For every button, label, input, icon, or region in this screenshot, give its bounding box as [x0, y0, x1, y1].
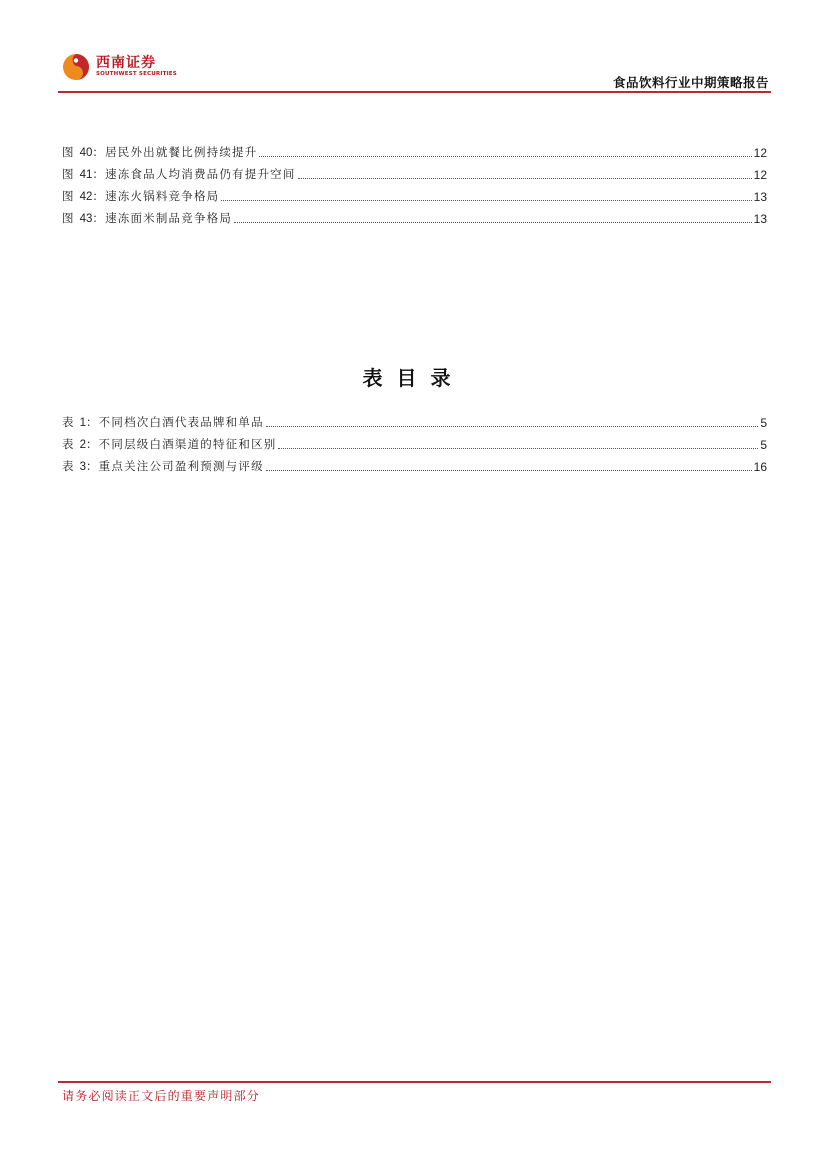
toc-entry-figure-40[interactable]	[62, 138, 767, 160]
toc-entry-label: 图 43：速冻面米制品竞争格局	[62, 211, 233, 225]
logo-english-name: SOUTHWEST SECURITIES	[96, 71, 177, 77]
tables-section-heading: 表目录	[362, 366, 465, 390]
logo-emblem-icon	[62, 53, 90, 81]
footer-divider	[58, 1081, 771, 1083]
toc-entry-figure-42[interactable]	[62, 182, 767, 204]
dot-leader	[278, 447, 758, 449]
toc-entry-table-3[interactable]	[62, 452, 767, 474]
toc-entry-label: 表 2：不同层级白酒渠道的特征和区别	[62, 437, 277, 451]
toc-page-number: 12	[753, 168, 767, 182]
toc-entry-table-2[interactable]	[62, 430, 767, 452]
logo-chinese-name: 西南证券	[96, 55, 156, 71]
toc-page-number: 5	[760, 416, 767, 430]
toc-entry-label: 图 41：速冻食品人均消费品仍有提升空间	[62, 167, 296, 181]
dot-leader	[266, 425, 759, 427]
toc-page-number: 13	[753, 190, 767, 204]
toc-page-number: 5	[760, 438, 767, 452]
company-logo	[62, 50, 177, 84]
toc-entry-label: 表 3：重点关注公司盈利预测与评级	[62, 459, 264, 473]
toc-entry-figure-41[interactable]	[62, 160, 767, 182]
table-list	[62, 408, 767, 474]
toc-entry-label: 表 1：不同档次白酒代表品牌和单品	[62, 415, 264, 429]
toc-page-number: 12	[753, 146, 767, 160]
toc-entry-table-1[interactable]	[62, 408, 767, 430]
toc-page-number: 13	[753, 212, 767, 226]
dot-leader	[266, 469, 752, 471]
toc-entry-label: 图 40：居民外出就餐比例持续提升	[62, 145, 258, 159]
header-divider	[58, 91, 771, 93]
toc-entry-figure-43[interactable]	[62, 204, 767, 226]
toc-entry-label: 图 42：速冻火锅料竞争格局	[62, 189, 220, 203]
footer-disclaimer: 请务必阅读正文后的重要声明部分	[62, 1089, 261, 1103]
dot-leader	[221, 199, 751, 201]
dot-leader	[234, 221, 752, 223]
dot-leader	[298, 177, 752, 179]
figure-list	[62, 138, 767, 226]
dot-leader	[259, 155, 751, 157]
report-title: 食品饮料行业中期策略报告	[612, 75, 769, 90]
toc-page-number: 16	[753, 460, 767, 474]
page-header	[58, 48, 771, 94]
